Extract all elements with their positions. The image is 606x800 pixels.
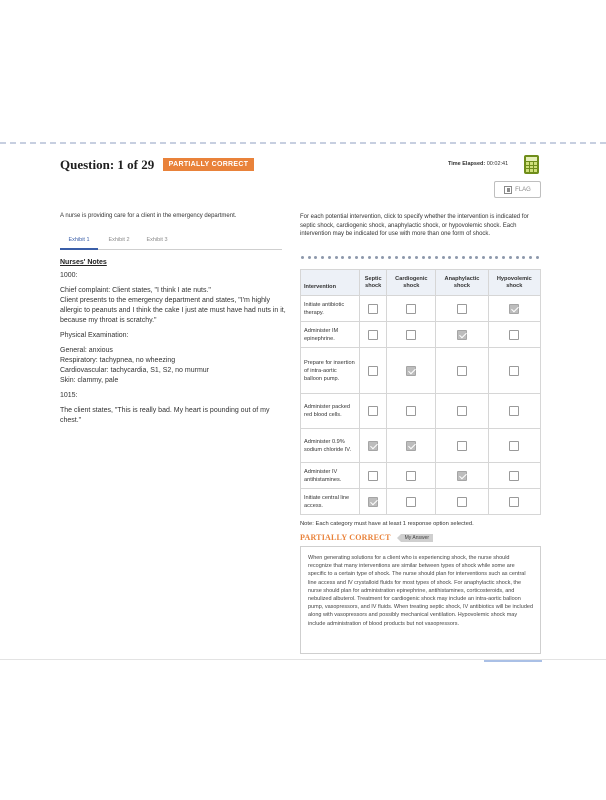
matrix-cell-anaphylactic	[436, 463, 488, 489]
tab-exhibit-2[interactable]: Exhibit 2	[108, 237, 130, 243]
matrix-cell-anaphylactic	[436, 296, 488, 322]
matrix-cell-anaphylactic	[436, 322, 488, 348]
notes-general: General: anxious	[60, 347, 113, 354]
intervention-label: Administer 0.9% sodium chloride IV.	[301, 429, 360, 463]
time-elapsed-value: 00:02:41	[486, 161, 509, 167]
matrix-row	[301, 489, 541, 515]
matrix-cell-hypovolemic	[488, 463, 540, 489]
intervention-label: Administer IM epinephrine.	[301, 322, 360, 348]
separator-dot	[495, 256, 498, 259]
matrix-cell-hypovolemic	[488, 489, 540, 515]
separator-dot	[375, 256, 378, 259]
matrix-cell-cardiogenic	[387, 348, 436, 394]
time-elapsed	[448, 161, 508, 167]
calculator-icon[interactable]	[524, 155, 539, 174]
separator-dot	[469, 256, 472, 259]
matrix-cell-septic	[360, 429, 387, 463]
checkbox-hypovolemic[interactable]	[509, 366, 519, 376]
instructions: For each potential intervention, click to specify whether the intervention is indicated for septic shock, cardiogenic shock, anaphylactic shock, or hypovolemic shock. Each intervention may be indicated for use with more than one form of shock.	[300, 214, 529, 238]
checkbox-hypovolemic[interactable]	[509, 406, 519, 416]
matrix-cell-hypovolemic	[488, 394, 540, 429]
matrix-cell-septic	[360, 348, 387, 394]
checkbox-cardiogenic[interactable]	[406, 366, 416, 376]
separator-dot	[395, 256, 398, 259]
notes-heading: Nurses' Notes	[60, 259, 107, 266]
separator-dot	[442, 256, 445, 259]
separator-dot	[415, 256, 418, 259]
header-cardiogenic: Cardiogenic shock	[387, 270, 436, 296]
checkbox-septic[interactable]	[368, 330, 378, 340]
separator-dot	[402, 256, 405, 259]
separator-dot	[388, 256, 391, 259]
header-anaphylactic: Anaphylactic shock	[436, 270, 488, 296]
tab-exhibit-1[interactable]: Exhibit 1	[60, 235, 98, 250]
matrix-cell-anaphylactic	[436, 394, 488, 429]
notes-skin: Skin: clammy, pale	[60, 377, 119, 384]
checkbox-septic[interactable]	[368, 406, 378, 416]
matrix-cell-cardiogenic	[387, 394, 436, 429]
separator-dot	[516, 256, 519, 259]
intervention-label: Prepare for insertion of intra-aortic balloon pump.	[301, 348, 360, 394]
dotted-separator	[301, 256, 539, 260]
result-label: PARTIALLY CORRECT	[300, 533, 391, 542]
flag-label: FLAG	[515, 186, 531, 193]
separator-dot	[522, 256, 525, 259]
status-badge: PARTIALLY CORRECT	[163, 158, 254, 171]
checkbox-hypovolemic[interactable]	[509, 304, 519, 314]
checkbox-anaphylactic[interactable]	[457, 441, 467, 451]
intervention-label: Initiate central line access.	[301, 489, 360, 515]
separator-dot	[314, 256, 317, 259]
checkbox-anaphylactic[interactable]	[457, 304, 467, 314]
matrix-cell-cardiogenic	[387, 296, 436, 322]
checkbox-hypovolemic[interactable]	[509, 330, 519, 340]
matrix-cell-cardiogenic	[387, 322, 436, 348]
checkbox-hypovolemic[interactable]	[509, 441, 519, 451]
separator-dot	[301, 256, 304, 259]
separator-dot	[328, 256, 331, 259]
separator-dot	[381, 256, 384, 259]
matrix-row	[301, 348, 541, 394]
checkbox-anaphylactic[interactable]	[457, 406, 467, 416]
separator-dot	[368, 256, 371, 259]
matrix-row	[301, 296, 541, 322]
matrix-cell-septic	[360, 463, 387, 489]
checkbox-septic[interactable]	[368, 366, 378, 376]
separator-dot	[489, 256, 492, 259]
nurses-notes	[60, 258, 286, 431]
checkbox-cardiogenic[interactable]	[406, 497, 416, 507]
separator-dot	[422, 256, 425, 259]
matrix-cell-hypovolemic	[488, 348, 540, 394]
separator-dot	[448, 256, 451, 259]
separator-dot	[341, 256, 344, 259]
notes-respiratory: Respiratory: tachypnea, no wheezing	[60, 357, 176, 364]
checkbox-septic[interactable]	[368, 441, 378, 451]
header-intervention: Intervention	[301, 270, 360, 296]
matrix-cell-hypovolemic	[488, 429, 540, 463]
exhibit-tabs	[60, 235, 282, 250]
checkbox-anaphylactic[interactable]	[457, 330, 467, 340]
separator-dot	[408, 256, 411, 259]
top-dashed-divider	[0, 142, 606, 144]
notes-statement: The client states, "This is really bad. My heart is pounding out of my chest."	[60, 407, 270, 424]
separator-dot	[308, 256, 311, 259]
separator-dot	[321, 256, 324, 259]
notes-chief-complaint: Chief complaint: Client states, "I think I ate nuts."	[60, 287, 211, 294]
separator-dot	[361, 256, 364, 259]
checkbox-cardiogenic[interactable]	[406, 304, 416, 314]
checkbox-cardiogenic[interactable]	[406, 441, 416, 451]
matrix-cell-cardiogenic	[387, 489, 436, 515]
notes-time-1015: 1015:	[60, 392, 78, 399]
checkbox-septic[interactable]	[368, 497, 378, 507]
separator-dot	[462, 256, 465, 259]
intervention-label: Initiate antibiotic therapy.	[301, 296, 360, 322]
tab-exhibit-3[interactable]: Exhibit 3	[146, 237, 168, 243]
matrix-cell-cardiogenic	[387, 463, 436, 489]
matrix-cell-septic	[360, 394, 387, 429]
matrix-cell-anaphylactic	[436, 429, 488, 463]
checkbox-cardiogenic[interactable]	[406, 330, 416, 340]
notes-presentation: Client presents to the emergency department and states, "I'm highly allergic to peanuts and I think the cake I just ate must have had nuts in it, because my throat is scratchy."	[60, 297, 286, 324]
checkbox-anaphylactic[interactable]	[457, 366, 467, 376]
separator-dot	[536, 256, 539, 259]
separator-dot	[455, 256, 458, 259]
matrix-cell-septic	[360, 489, 387, 515]
intervention-label: Administer IV antihistamines.	[301, 463, 360, 489]
checkbox-hypovolemic[interactable]	[509, 471, 519, 481]
checkbox-anaphylactic[interactable]	[457, 497, 467, 507]
separator-dot	[335, 256, 338, 259]
matrix-row	[301, 322, 541, 348]
flag-icon	[504, 186, 512, 194]
matrix-row	[301, 463, 541, 489]
question-counter: Question: 1 of 29	[60, 157, 155, 172]
matrix-row	[301, 429, 541, 463]
matrix-cell-hypovolemic	[488, 322, 540, 348]
separator-dot	[475, 256, 478, 259]
time-elapsed-label: Time Elapsed:	[448, 161, 486, 167]
separator-dot	[355, 256, 358, 259]
matrix-cell-anaphylactic	[436, 348, 488, 394]
bottom-accent-bar	[484, 660, 542, 662]
checkbox-septic[interactable]	[368, 471, 378, 481]
separator-dot	[428, 256, 431, 259]
result-row	[300, 533, 433, 542]
rationale-box: When generating solutions for a client who is experiencing shock, the nurse should recognize that many interventions are similar between types of shock while some are specific to a certain type of shock. The nurse should plan for interventions such as central line access and IV crystalloid fluids for most types of shock. For anaphylactic shock, the nurse should plan for administration epinephrine, antihistamines, corticosteroids, and nebulized albuterol. Treatment for cardiogenic shock may include an intra-aortic balloon pump, vasopressors, and IV fluids. When treating septic shock, IV antibiotics will be included along with vasopressors and possibly mechanical ventilation. Hypovolemic shock may include administration of blood products but not vasopressors.	[300, 546, 541, 654]
notes-time-1000: 1000:	[60, 272, 78, 279]
matrix-row	[301, 394, 541, 429]
my-answer-tag[interactable]: My Answer	[401, 534, 433, 542]
matrix-cell-septic	[360, 322, 387, 348]
matrix-cell-hypovolemic	[488, 296, 540, 322]
separator-dot	[509, 256, 512, 259]
question-stem: A nurse is providing care for a client in the emergency department.	[60, 213, 237, 219]
intervention-label: Administer packed red blood cells.	[301, 394, 360, 429]
selection-note: Note: Each category must have at least 1 response option selected.	[300, 521, 474, 527]
separator-dot	[529, 256, 532, 259]
header-septic: Septic shock	[360, 270, 387, 296]
checkbox-cardiogenic[interactable]	[406, 406, 416, 416]
matrix-cell-cardiogenic	[387, 429, 436, 463]
checkbox-cardiogenic[interactable]	[406, 471, 416, 481]
header-hypovolemic: Hypovolemic shock	[488, 270, 540, 296]
notes-exam-heading: Physical Examination:	[60, 332, 129, 339]
separator-dot	[502, 256, 505, 259]
separator-dot	[435, 256, 438, 259]
matrix-cell-septic	[360, 296, 387, 322]
checkbox-anaphylactic[interactable]	[457, 471, 467, 481]
checkbox-septic[interactable]	[368, 304, 378, 314]
notes-cardiovascular: Cardiovascular: tachycardia, S1, S2, no murmur	[60, 367, 210, 374]
intervention-matrix	[300, 269, 541, 515]
separator-dot	[482, 256, 485, 259]
flag-button[interactable]	[494, 181, 541, 198]
matrix-cell-anaphylactic	[436, 489, 488, 515]
separator-dot	[348, 256, 351, 259]
checkbox-hypovolemic[interactable]	[509, 497, 519, 507]
